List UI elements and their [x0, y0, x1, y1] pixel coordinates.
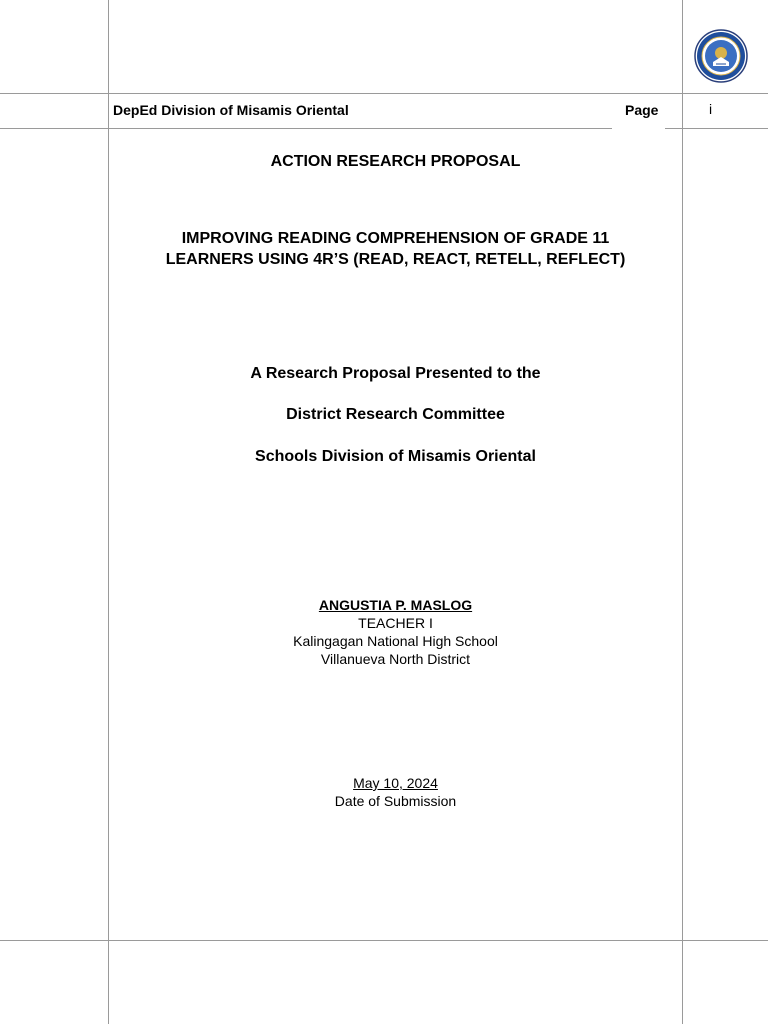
presented-to-line-2: District Research Committee: [286, 406, 505, 423]
study-title-line-2: LEARNERS USING 4R’S (READ, REACT, RETELL, REFLECT): [165, 251, 626, 268]
header-bottom-line-left: [0, 128, 612, 129]
submission-block: [109, 774, 682, 810]
header-page-label: Page: [625, 102, 659, 118]
footer-line: [0, 940, 768, 941]
study-title: [109, 228, 682, 270]
submission-label: Date of Submission: [334, 793, 457, 809]
document-title: ACTION RESEARCH PROPOSAL: [270, 153, 521, 170]
author-block: [109, 596, 682, 668]
author-school: Kalingagan National High School: [293, 633, 498, 649]
header-page-number: i: [709, 101, 713, 117]
right-margin-line: [682, 0, 683, 1024]
author-district: Villanueva North District: [320, 651, 471, 667]
study-title-line-1: IMPROVING READING COMPREHENSION OF GRADE 11: [181, 230, 610, 247]
header-organization: DepEd Division of Misamis Oriental: [113, 102, 349, 118]
author-position: TEACHER I: [358, 615, 433, 631]
presented-to-line-1: A Research Proposal Presented to the: [250, 365, 541, 382]
author-name: ANGUSTIA P. MASLOG: [318, 597, 473, 613]
submission-date: May 10, 2024: [353, 775, 438, 791]
header-top-line: [0, 93, 768, 94]
deped-seal-icon: [694, 29, 748, 83]
presented-to-line-3: Schools Division of Misamis Oriental: [255, 448, 536, 465]
header-bottom-line-right: [665, 128, 768, 129]
